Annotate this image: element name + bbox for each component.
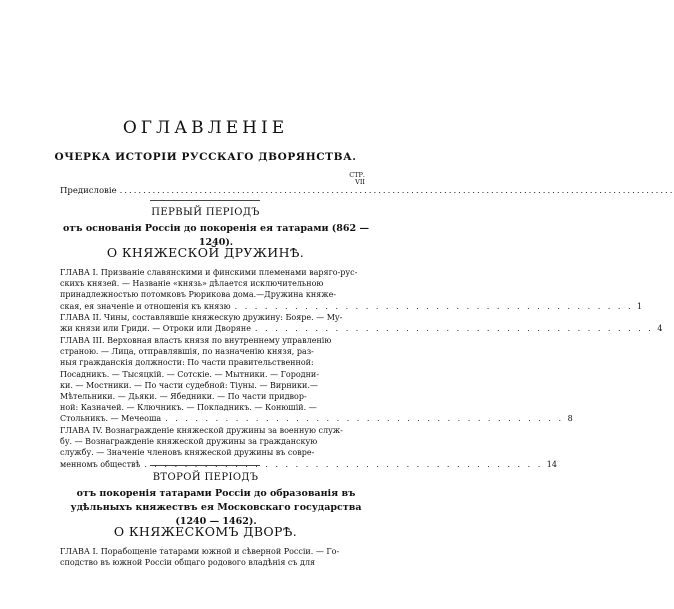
leader-dots: . . . . . . . . . . . . . . . . . . . . . . . . . . . . . . . . . . . . . . . . bbox=[144, 459, 543, 469]
period-1-span: отъ основанія Россіи до покоренія ея татарами (862 — 1240). bbox=[63, 223, 369, 248]
preface-entry bbox=[60, 186, 674, 196]
toc-chapter bbox=[60, 425, 557, 470]
chapter-line: Стольникъ. — Мечеоша bbox=[60, 414, 162, 424]
period-1-section-heading: О КНЯЖЕСКОЙ ДРУЖИНѢ. bbox=[106, 245, 305, 260]
period-1-name: ПЕРВЫЙ ПЕРІОДЪ bbox=[151, 207, 260, 218]
chapter-page-number: 14 bbox=[546, 459, 557, 469]
period-2-name: ВТОРОЙ ПЕРІОДЪ bbox=[152, 472, 259, 483]
chapter-line: менномъ обществѣ bbox=[60, 459, 141, 469]
page-column-header bbox=[349, 172, 365, 186]
toc-chapter bbox=[60, 335, 573, 425]
toc-chapter bbox=[60, 267, 643, 312]
period-2-section-heading: О КНЯЖЕСКОМЪ ДВОРѢ. bbox=[113, 524, 298, 539]
leader-dots: . . . . . . . . . . . . . . . . . . . . . . . . . . . . . . . . . . . . . . . . bbox=[254, 324, 654, 334]
divider-rule bbox=[150, 465, 260, 466]
book-subtitle: ОЧЕРКА ИСТОРІИ РУССКАГО ДВОРЯНСТВА. bbox=[54, 151, 357, 163]
chapter-last-line bbox=[60, 301, 643, 312]
chapter-line: жи князи или Гриди. — Отроки или Дворяне bbox=[60, 324, 251, 334]
chapter-line: ной: Казначей. — Ключникъ. — Покладникъ. — Конюшій. — bbox=[60, 403, 317, 413]
chapter-last-line bbox=[60, 323, 663, 334]
chapter-line: ГЛАВА II. Чины, составлявшіе княжескую дружину: Бояре. — Му- bbox=[60, 313, 343, 322]
leader-dots: . . . . . . . . . . . . . . . . . . . . . . . . . . . . . . . . . . . . . . . . bbox=[165, 414, 564, 424]
divider-rule bbox=[150, 200, 260, 201]
leader-dots: . . . . . . . . . . . . . . . . . . . . . . . . . . . . . . . . . . . . . . . . bbox=[234, 301, 634, 311]
chapter-last-line bbox=[60, 413, 573, 424]
chapter-line: страною. — Лица, отправлявшія, по назначенію князя, раз- bbox=[60, 347, 314, 357]
page-column-first: VII bbox=[355, 178, 365, 186]
chapter-line: ГЛАВА I. Порабощеніе татарами южной и сѣверной Россіи. — Го- bbox=[60, 547, 340, 556]
chapter-page-number: 4 bbox=[657, 324, 663, 334]
chapter-line: скихъ князей. — Названіе «князь» дѣлается исключительною bbox=[60, 279, 324, 289]
chapter-line: ки. — Мостники. — По части судебной: Тіуны. — Вирники.— bbox=[60, 380, 318, 390]
chapter-line: Мѣтельники. — Дьяки. — Ябедники. — По части придвор- bbox=[60, 392, 307, 402]
page-column-label: СТР. bbox=[349, 171, 365, 179]
chapter-line: бу. — Вознагражденіе княжеской дружины за гражданскую bbox=[60, 437, 318, 447]
chapter-line: сподство въ южной Россіи общаго родового владѣнія съ для bbox=[60, 558, 316, 568]
toc-chapter bbox=[60, 546, 374, 568]
chapter-line: ская, ея значеніе и отношенія къ князю bbox=[60, 301, 231, 311]
chapter-line: службу. — Значеніе членовъ княжеской дружины въ совре- bbox=[60, 448, 315, 458]
chapter-line: принадлежностью потомковъ Рюрикова дома.—Дружина княже- bbox=[60, 290, 337, 300]
preface-label: Предисловіе bbox=[60, 186, 117, 196]
toc-chapter bbox=[60, 312, 663, 334]
chapter-line: ныя гражданскія должности: По части правительственной: bbox=[60, 358, 314, 368]
chapter-line: Посадникъ. — Тысяцкій. — Сотскіе. — Мытники. — Городни- bbox=[60, 369, 319, 379]
leader-dots: ...................................................................................................................... bbox=[119, 186, 674, 196]
period-2-span: отъ покоренія татарами Россіи до образованія въ удѣльныхъ княжествъ ея Московскаго государства (1240 — 1462). bbox=[70, 488, 362, 527]
chapter-page-number: 1 bbox=[637, 301, 643, 311]
chapter-line: ГЛАВА I. Призваніе славянскими и финскими племенами варяго-рус- bbox=[60, 268, 358, 277]
chapter-page-number: 8 bbox=[567, 414, 573, 424]
page-title: ОГЛАВЛЕНІЕ bbox=[122, 118, 289, 138]
chapter-line: ГЛАВА IV. Вознагражденіе княжеской дружины за военную служ- bbox=[60, 426, 343, 435]
chapter-line: ГЛАВА III. Верховная власть князя по внутреннему управленію bbox=[60, 336, 332, 345]
